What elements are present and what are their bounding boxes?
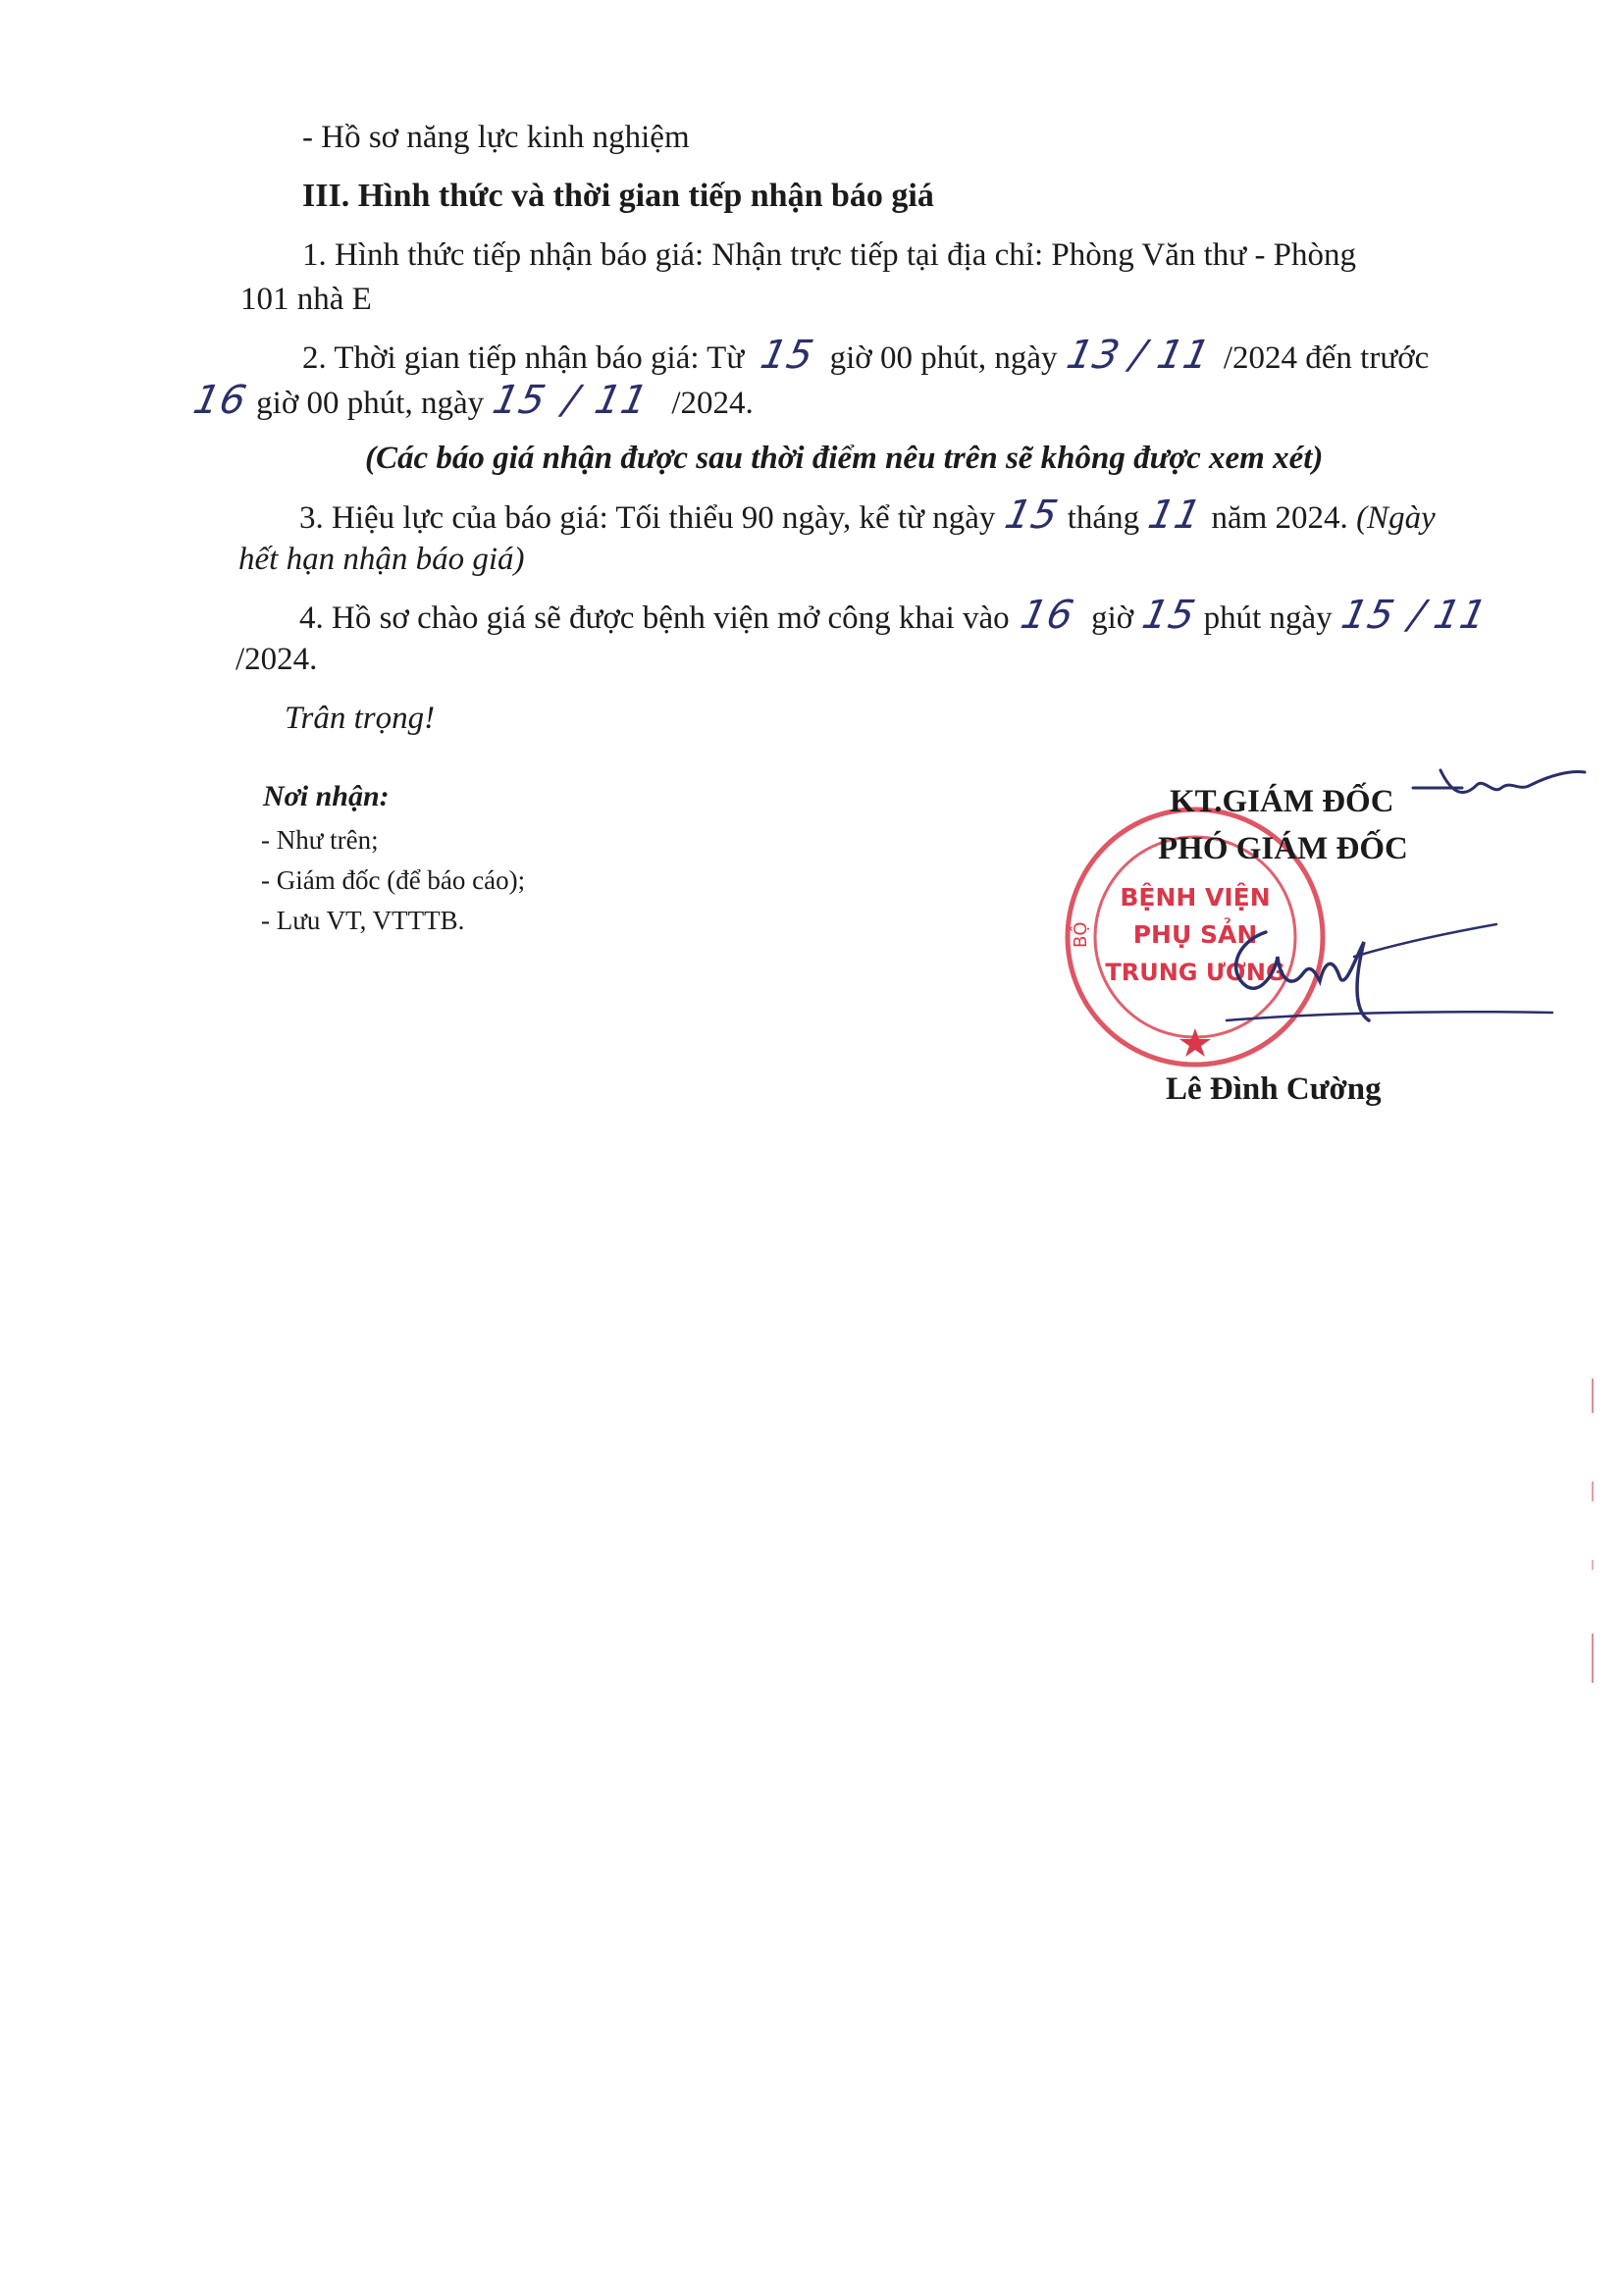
stamp-line1: BỆNH VIỆN bbox=[1120, 883, 1271, 912]
scan-edge-marks-icon bbox=[1575, 1374, 1604, 1688]
item4-line1 bbox=[299, 593, 1492, 638]
recipient-item-3-text: - Lưu VT, VTTTB. bbox=[261, 906, 465, 935]
item4-sep: / bbox=[1405, 593, 1430, 638]
signature-title1 bbox=[1170, 782, 1394, 821]
stamp-line3: TRUNG ƯƠNG bbox=[1105, 959, 1285, 986]
item4-prefix: 4. Hồ sơ chào giá sẽ được bệnh viện mở công khai vào bbox=[299, 600, 1010, 636]
closing-text: Trân trọng! bbox=[285, 701, 436, 736]
closing-line bbox=[285, 699, 435, 738]
item4-day: 15 bbox=[1337, 593, 1399, 638]
item2-end-hour: 16 bbox=[189, 378, 251, 423]
signature-title2 bbox=[1158, 829, 1408, 868]
recipient-item-3 bbox=[261, 902, 464, 939]
item3-line1 bbox=[299, 493, 1436, 538]
item3-prefix: 3. Hiệu lực của báo giá: Tối thiểu 90 ngày, kể từ ngày bbox=[299, 500, 996, 536]
recipients-heading bbox=[263, 777, 390, 816]
item2-suffix: /2024. bbox=[671, 386, 754, 421]
item1-line1-text: 1. Hình thức tiếp nhận báo giá: Nhận trực tiếp tại địa chỉ: Phòng Văn thư - Phòng bbox=[302, 237, 1357, 273]
item1-line1 bbox=[302, 235, 1356, 275]
signature-title2-text: PHÓ GIÁM ĐỐC bbox=[1158, 831, 1408, 866]
item2-start-day: 13 bbox=[1062, 333, 1125, 378]
recipient-item-1 bbox=[261, 821, 379, 859]
initial-mark-icon bbox=[1403, 751, 1590, 819]
note-text: (Các báo giá nhận được sau thời điểm nêu trên sẽ không được xem xét) bbox=[365, 441, 1324, 476]
item4-mid1: giờ bbox=[1091, 600, 1134, 636]
signature-title1-text: KT.GIÁM ĐỐC bbox=[1170, 784, 1394, 819]
item2-line1 bbox=[302, 333, 1430, 378]
item3-month: 11 bbox=[1144, 493, 1207, 538]
item1-line2-text: 101 nhà E bbox=[240, 282, 372, 317]
recipient-item-2 bbox=[261, 861, 525, 899]
item4-month: 11 bbox=[1429, 593, 1492, 638]
stamp-line2: PHỤ SẢN bbox=[1132, 920, 1258, 949]
note-line bbox=[365, 439, 1323, 478]
item2-mid3: giờ 00 phút, ngày bbox=[256, 386, 485, 421]
item2-end-day: 15 bbox=[489, 378, 551, 423]
item4-hour: 16 bbox=[1017, 593, 1078, 638]
item3-mid: tháng bbox=[1067, 500, 1140, 536]
section-heading-text: III. Hình thức và thời gian tiếp nhận báo giá bbox=[302, 178, 934, 214]
item2-mid1: giờ 00 phút, ngày bbox=[829, 340, 1058, 376]
recipients-heading-text: Nơi nhận: bbox=[263, 780, 390, 812]
item4-line2-text: /2024. bbox=[236, 642, 318, 677]
item3-day: 15 bbox=[1000, 493, 1063, 538]
item3-line2 bbox=[238, 540, 524, 579]
item2-end-month: 11 bbox=[591, 378, 654, 423]
item4-line2 bbox=[236, 640, 317, 679]
item2-sep2: / bbox=[558, 378, 583, 423]
profile-line bbox=[302, 118, 690, 157]
stamp-left-text: BỘ bbox=[1071, 921, 1091, 948]
item2-prefix: 2. Thời gian tiếp nhận báo giá: Từ bbox=[302, 340, 745, 376]
item2-start-hour: 15 bbox=[757, 333, 819, 378]
item2-start-month: 11 bbox=[1152, 333, 1215, 378]
recipient-item-2-text: - Giám đốc (để báo cáo); bbox=[261, 865, 526, 895]
item2-sep1: / bbox=[1126, 333, 1151, 378]
signer-name bbox=[1166, 1070, 1382, 1109]
item4-mid2: phút ngày bbox=[1203, 600, 1333, 636]
recipient-item-1-text: - Như trên; bbox=[261, 825, 379, 855]
item1-line2 bbox=[240, 280, 372, 319]
item3-italic-part2: hết hạn nhận báo giá) bbox=[238, 542, 525, 577]
item4-minute: 15 bbox=[1138, 593, 1201, 638]
item2-mid2: /2024 đến trước bbox=[1223, 340, 1430, 376]
section-heading bbox=[302, 177, 934, 216]
signature-mark-icon bbox=[1207, 903, 1560, 1040]
item2-line2 bbox=[189, 378, 754, 423]
signer-name-text: Lê Đình Cường bbox=[1166, 1071, 1382, 1107]
item3-italic-part1: (Ngày bbox=[1356, 500, 1436, 536]
profile-line-text: - Hồ sơ năng lực kinh nghiệm bbox=[302, 120, 690, 155]
item3-suffix: năm 2024. bbox=[1211, 500, 1348, 536]
